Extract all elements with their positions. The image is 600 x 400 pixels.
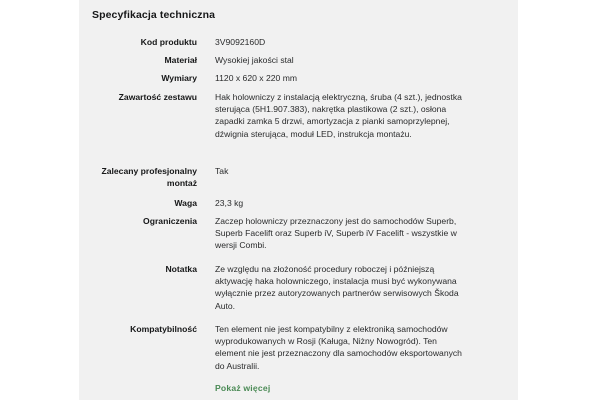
spec-label: Zalecany profesjonalny montaż bbox=[101, 166, 197, 189]
section-title: Specyfikacja techniczna bbox=[92, 9, 216, 21]
spec-label: Materiał bbox=[164, 55, 197, 65]
spec-value: Tak bbox=[215, 166, 229, 176]
spec-label: Notatka bbox=[165, 264, 197, 274]
spec-value: 23,3 kg bbox=[215, 198, 244, 208]
show-more-link[interactable]: Pokaż więcej bbox=[215, 383, 271, 393]
spec-value: Hak holowniczy z instalacją elektryczną, śruba (4 szt.), jednostka sterująca (5H1.907.383), nakrętka plastikowa (2 szt.), osłona zapadki zamka 5 drzwi, amortyzacja z pianki samoprzylepnej, dźwignia sterująca, moduł LED, instrukcja montażu. bbox=[215, 92, 462, 139]
spec-value: Zaczep holowniczy przeznaczony jest do samochodów Superb, Superb Facelift oraz Superb iV, Superb iV Facelift - wszystkie w wersji Combi. bbox=[215, 216, 457, 251]
technical-specification-panel bbox=[79, 0, 518, 400]
spec-value: Ze względu na złożoność procedury roboczej i późniejszą aktywację haka holowniczego, instalacja musi być wykonywana wyłącznie przez autoryzowanych partnerów serwisowych Škoda Auto. bbox=[215, 264, 459, 311]
spec-value: Wysokiej jakości stal bbox=[215, 55, 294, 65]
spec-value: 3V9092160D bbox=[215, 37, 266, 47]
spec-label: Ograniczenia bbox=[143, 216, 197, 226]
spec-value: 1120 x 620 x 220 mm bbox=[215, 73, 298, 83]
spec-value: Ten element nie jest kompatybilny z elektroniką samochodów wyprodukowanych w Rosji (Kaługa, Niżny Nowogród). Ten element nie jest przeznaczony dla samochodów eksportowanych do Australii. bbox=[215, 324, 462, 371]
spec-label: Kompatybilność bbox=[130, 324, 197, 334]
spec-label: Zawartość zestawu bbox=[118, 92, 197, 102]
spec-label: Kod produktu bbox=[140, 37, 197, 47]
spec-label: Wymiary bbox=[161, 73, 197, 83]
spec-label: Waga bbox=[174, 198, 197, 208]
